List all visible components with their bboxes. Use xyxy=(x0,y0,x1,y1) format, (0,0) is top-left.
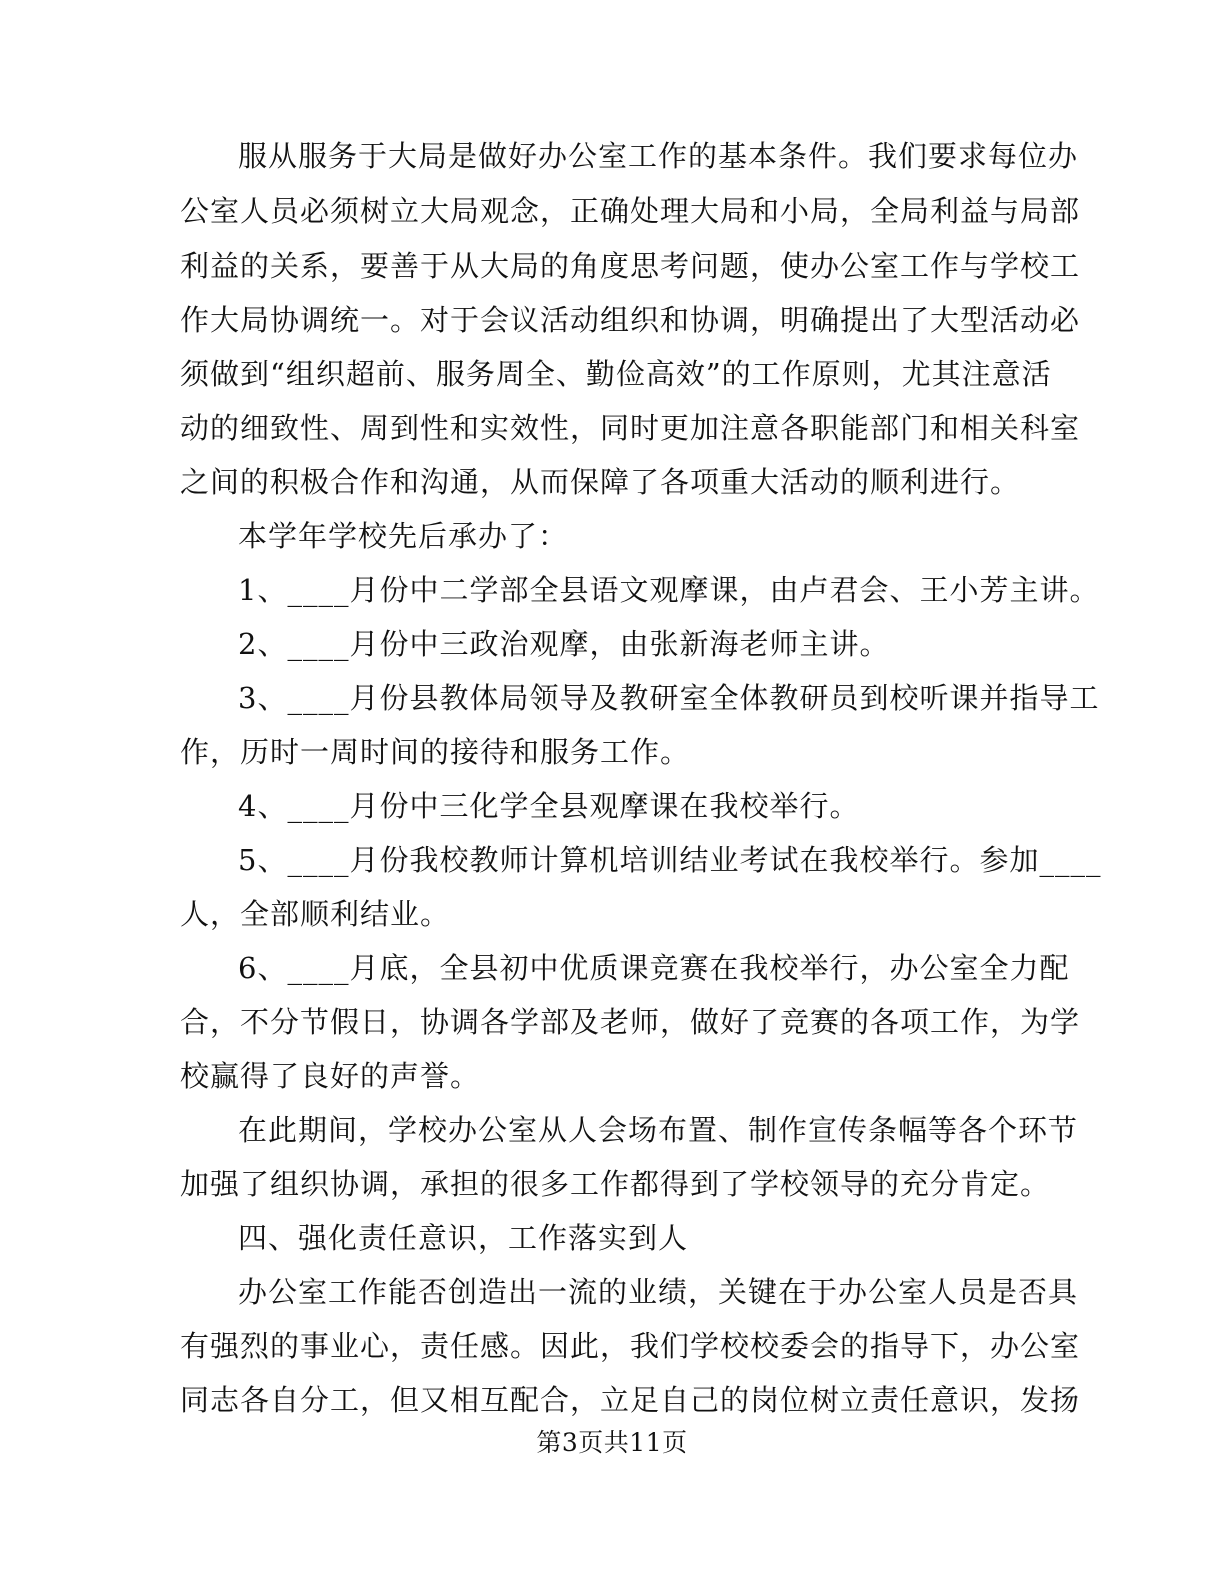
list-item-5: 5、____月份我校教师计算机培训结业考试在我校举行。参加____ xyxy=(238,843,1102,877)
text-line-5: 须做到“组织超前、服务周全、勤俭高效”的工作原则，尤其注意活 xyxy=(180,357,1052,391)
section-heading: 四、强化责任意识，工作落实到人 xyxy=(238,1221,689,1255)
text-line-24: 同志各自分工，但又相互配合，立足自己的岗位树立责任意识，发扬 xyxy=(180,1383,1081,1417)
text-line-7: 之间的积极合作和沟通，从而保障了各项重大活动的顺利进行。 xyxy=(180,465,1021,499)
text-line-8: 本学年学校先后承办了： xyxy=(238,519,569,553)
list-item-2: 2、____月份中三政治观摩，由张新海老师主讲。 xyxy=(238,627,890,661)
text-line-23: 有强烈的事业心，责任感。因此，我们学校校委会的指导下，办公室 xyxy=(180,1329,1081,1363)
text-line-20: 加强了组织协调，承担的很多工作都得到了学校领导的充分肯定。 xyxy=(180,1167,1051,1201)
text-line-19: 在此期间，学校办公室从人会场布置、制作宣传条幅等各个环节 xyxy=(238,1113,1079,1147)
list-item-5-cont: 人，全部顺利结业。 xyxy=(180,897,451,931)
list-item-3: 3、____月份县教体局领导及教研室全体教研员到校听课并指导工 xyxy=(238,681,1100,715)
list-item-6: 6、____月底，全县初中优质课竞赛在我校举行，办公室全力配 xyxy=(238,951,1070,985)
text-line-4: 作大局协调统一。对于会议活动组织和协调，明确提出了大型活动必 xyxy=(180,303,1081,337)
list-item-4: 4、____月份中三化学全县观摩课在我校举行。 xyxy=(238,789,860,823)
list-item-1: 1、____月份中二学部全县语文观摩课，由卢君会、王小芳主讲。 xyxy=(238,573,1100,607)
text-line-3: 利益的关系，要善于从大局的角度思考问题，使办公室工作与学校工 xyxy=(180,249,1081,283)
page-number-footer: 第3页共11页 xyxy=(536,1428,688,1457)
list-item-6-cont-1: 合，不分节假日，协调各学部及老师，做好了竞赛的各项工作，为学 xyxy=(180,1005,1081,1039)
text-line-6: 动的细致性、周到性和实效性，同时更加注意各职能部门和相关科室 xyxy=(180,411,1081,445)
list-item-3-cont: 作，历时一周时间的接待和服务工作。 xyxy=(180,735,691,769)
text-line-1: 服从服务于大局是做好办公室工作的基本条件。我们要求每位办 xyxy=(238,139,1079,173)
list-item-6-cont-2: 校赢得了良好的声誉。 xyxy=(180,1059,481,1093)
text-line-2: 公室人员必须树立大局观念，正确处理大局和小局，全局利益与局部 xyxy=(180,194,1081,228)
text-line-22: 办公室工作能否创造出一流的业绩，关键在于办公室人员是否具 xyxy=(238,1275,1079,1309)
